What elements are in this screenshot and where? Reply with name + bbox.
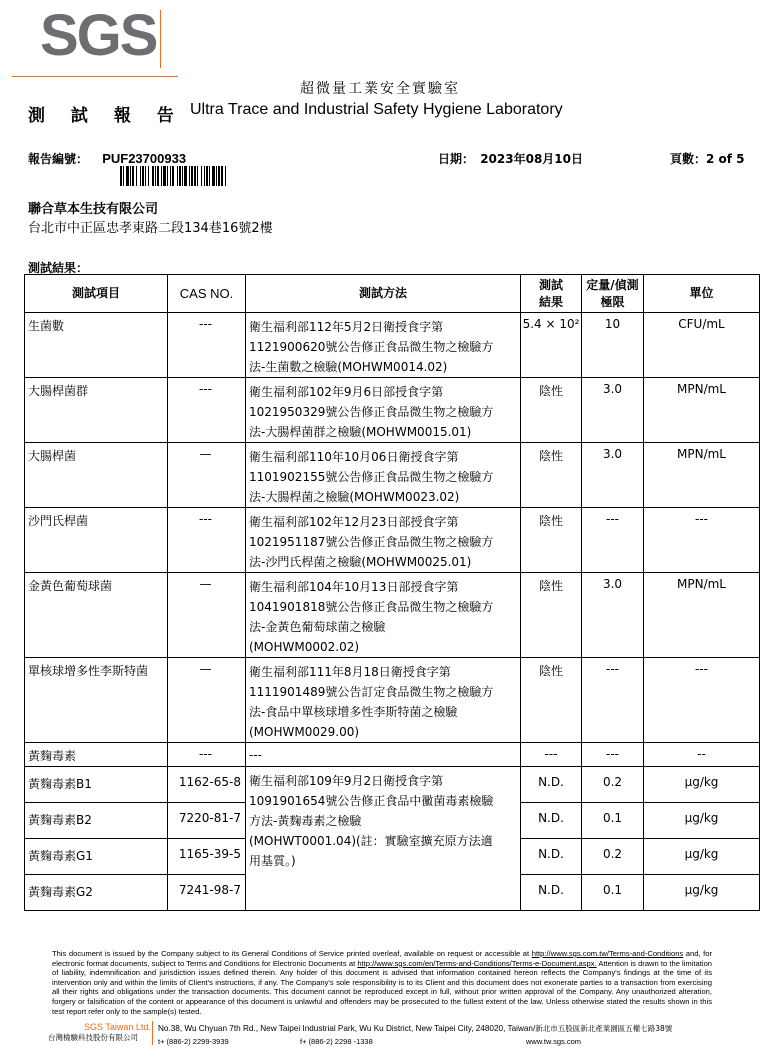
test-result: 陰性: [521, 508, 582, 573]
footer-website: www.tw.sgs.com: [526, 1037, 582, 1046]
cas-number: 1165-39-5: [168, 839, 246, 875]
test-item: 黃麴毒素G2: [25, 875, 168, 911]
test-item: 黃麴毒素: [25, 743, 168, 767]
method-line: 衛生福利部102年9月6日部授食字第: [249, 385, 444, 399]
report-number-label: 報告編號：: [28, 152, 89, 166]
unit-value: MPN/mL: [644, 443, 760, 508]
header-loq-l2: 極限: [600, 294, 625, 309]
test-item: 生菌數: [25, 313, 168, 378]
method-line: 衛生福利部111年8月18日衛授食字第: [249, 665, 451, 679]
table-row: [25, 743, 760, 767]
test-item: 金黃色葡萄球菌: [25, 573, 168, 658]
cas-number: ---: [168, 378, 246, 443]
footer-fax: f+ (886-2) 2298 -1338: [300, 1037, 373, 1046]
loq-value: 0.2: [582, 839, 644, 875]
method-line: 方法-黃麴毒素之檢驗: [249, 814, 362, 828]
method-line: 法-食品中單核球增多性李斯特菌之檢驗: [249, 705, 458, 719]
cas-number: —: [168, 443, 246, 508]
method-line: 法-沙門氏桿菌之檢驗(MOHWM0025.01): [249, 555, 472, 569]
method-line: 法-生菌數之檢驗(MOHWM0014.02): [249, 360, 448, 374]
method-line: (MOHWM0029.00): [249, 725, 360, 739]
method-line: 法-大腸桿菌群之檢驗(MOHWM0015.01): [249, 425, 472, 439]
barcode: [120, 166, 265, 186]
loq-value: 3.0: [582, 573, 644, 658]
method-line: 1091901654號公告修正食品中黴菌毒素檢驗: [249, 794, 494, 808]
cas-number: ---: [168, 508, 246, 573]
client-address: 台北市中正區忠孝東路二段134巷16號2樓: [28, 221, 273, 236]
unit-value: CFU/mL: [644, 313, 760, 378]
loq-value: ---: [582, 743, 644, 767]
method-line: 1111901489號公告訂定食品微生物之檢驗方: [249, 685, 494, 699]
test-method: [246, 573, 521, 658]
footer-company-en: SGS Taiwan Ltd.: [84, 1022, 151, 1032]
disclaimer-text: Attention is drawn to the limitation of liability, indemnification and jurisdiction issues defined therein. Any holder of this document is advised that information contained hereon reflects the Company's findings at the time of its intervention only and within the limits of Client's instructions, if any. The Company's sole responsibility is to its Client and this document does not exonerate parties to a transaction from exercising all their rights and obligations under the transaction documents. This document cannot be reproduced except in full, without prior written approval of the Company. Any unauthorized alteration, forgery or falsification of the content or appearance of this document is unlawful and offenders may be prosecuted to the fullest extent of the law. Unless otherwise stated the results shown in this test report refer only to the sample(s) tested.: [52, 958, 713, 1016]
header-method: 測試方法: [246, 275, 521, 313]
test-method: [246, 443, 521, 508]
test-result: N.D.: [521, 875, 582, 911]
test-method: ---: [246, 743, 521, 767]
footer-company-cn: 台灣檢驗科技股份有限公司: [48, 1033, 138, 1042]
method-line: 1041901818號公告修正食品微生物之檢驗方: [249, 600, 494, 614]
test-method: [246, 767, 521, 911]
test-item: 沙門氏桿菌: [25, 508, 168, 573]
table-row: [25, 443, 760, 508]
table-row: [25, 767, 760, 803]
sgs-logo: SGS: [40, 3, 157, 68]
header-result-l1: 測試: [538, 277, 563, 292]
cas-number: ---: [168, 313, 246, 378]
test-result: 陰性: [521, 378, 582, 443]
loq-value: 3.0: [582, 443, 644, 508]
method-line: 1021951187號公告修正食品微生物之檢驗方: [249, 535, 494, 549]
cas-number: —: [168, 658, 246, 743]
report-number-value: PUF23700933: [102, 151, 187, 166]
table-row: [25, 573, 760, 658]
loq-value: 0.2: [582, 767, 644, 803]
unit-value: μg/kg: [644, 839, 760, 875]
method-line: 法-大腸桿菌之檢驗(MOHWM0023.02): [249, 490, 460, 504]
barcode-bar: [226, 166, 227, 186]
lab-name-cn: 超微量工業安全實驗室: [300, 81, 460, 97]
header-result: [521, 275, 582, 313]
footer-address: [158, 1023, 672, 1034]
page-value: 2 of 5: [706, 152, 745, 166]
test-item: 大腸桿菌群: [25, 378, 168, 443]
cas-number: ---: [168, 743, 246, 767]
table-row: [25, 378, 760, 443]
e-document-terms-link[interactable]: http://www.sgs.com/en/Terms-and-Conditions/Terms-e-Document.aspx.: [357, 958, 597, 968]
test-item: 大腸桿菌: [25, 443, 168, 508]
unit-value: --: [644, 743, 760, 767]
test-result: 5.4 × 10²: [521, 313, 582, 378]
test-result: 陰性: [521, 573, 582, 658]
header-item: 測試項目: [25, 275, 168, 313]
method-line: (MOHWT0001.04)(註：實驗室擴充原方法適: [249, 834, 493, 848]
header-cas: CAS NO.: [168, 275, 246, 313]
page-label: 頁數：: [670, 152, 707, 166]
date-label: 日期：: [438, 152, 475, 166]
method-line: 衛生福利部109年9月2日衛授食字第: [249, 774, 444, 788]
header-loq: [582, 275, 644, 313]
test-item: 單核球增多性李斯特菌: [25, 658, 168, 743]
header-result-l2: 結果: [538, 294, 563, 309]
test-item: 黃麴毒素B2: [25, 803, 168, 839]
unit-value: MPN/mL: [644, 573, 760, 658]
date-value: 2023年08月10日: [480, 152, 584, 166]
test-method: [246, 658, 521, 743]
test-result: N.D.: [521, 803, 582, 839]
test-method: [246, 313, 521, 378]
terms-conditions-link[interactable]: http://www.sgs.com.tw/Terms-and-Conditions: [531, 949, 684, 958]
report-date: [438, 150, 583, 167]
method-line: (MOHWM0002.02): [249, 640, 360, 654]
test-result: N.D.: [521, 839, 582, 875]
footer-divider: [152, 1021, 153, 1045]
footer-telephone: t+ (886-2) 2299-3939: [158, 1037, 229, 1046]
lab-name-en: Ultra Trace and Industrial Safety Hygiene Laboratory: [190, 101, 563, 118]
loq-value: ---: [582, 658, 644, 743]
header-loq-l1: 定量/偵測: [586, 277, 639, 292]
client-company: 聯合草本生技有限公司: [28, 202, 159, 217]
loq-value: ---: [582, 508, 644, 573]
test-method: [246, 508, 521, 573]
method-line: 衛生福利部102年12月23日部授食字第: [249, 515, 459, 529]
method-line: 1121900620號公告修正食品微生物之檢驗方: [249, 340, 494, 354]
unit-value: MPN/mL: [644, 378, 760, 443]
unit-value: μg/kg: [644, 803, 760, 839]
table-row: [25, 658, 760, 743]
method-line: 衛生福利部104年10月13日部授食字第: [249, 580, 459, 594]
legal-disclaimer: [52, 949, 712, 1016]
table-header-row: [25, 275, 760, 313]
table-row: [25, 508, 760, 573]
logo-divider-vertical: [160, 10, 161, 68]
method-line: 用基質。): [249, 854, 296, 868]
unit-value: ---: [644, 508, 760, 573]
results-label: 測試結果：: [28, 261, 89, 275]
loq-value: 0.1: [582, 803, 644, 839]
unit-value: μg/kg: [644, 767, 760, 803]
report-number: [28, 150, 186, 167]
method-line: 1101902155號公告修正食品微生物之檢驗方: [249, 470, 494, 484]
header-unit: 單位: [644, 275, 760, 313]
test-result: 陰性: [521, 658, 582, 743]
table-row: [25, 313, 760, 378]
results-table: [24, 274, 760, 911]
test-item: 黃麴毒素B1: [25, 767, 168, 803]
footer-address-cn: 新北市五股區新北產業園區五權七路38號: [535, 1024, 673, 1033]
cas-number: 7241-98-7: [168, 875, 246, 911]
method-line: 衛生福利部110年10月06日衛授食字第: [249, 450, 459, 464]
footer-address-en: No.38, Wu Chyuan 7th Rd., New Taipei Industrial Park, Wu Ku District, New Taipei City, 248020, Taiwan/: [158, 1024, 536, 1033]
cas-number: —: [168, 573, 246, 658]
disclaimer-text: and, for electronic format documents, subject to Terms and Conditions for Electronic Documents at: [52, 949, 712, 968]
cas-number: 7220-81-7: [168, 803, 246, 839]
method-line: 法-金黃色葡萄球菌之檢驗: [249, 620, 386, 634]
test-result: 陰性: [521, 443, 582, 508]
method-line: 1021950329號公告修正食品微生物之檢驗方: [249, 405, 494, 419]
report-title: 測 試 報 告: [28, 106, 184, 126]
test-result: ---: [521, 743, 582, 767]
test-result: N.D.: [521, 767, 582, 803]
unit-value: μg/kg: [644, 875, 760, 911]
test-item: 黃麴毒素G1: [25, 839, 168, 875]
unit-value: ---: [644, 658, 760, 743]
loq-value: 0.1: [582, 875, 644, 911]
loq-value: 10: [582, 313, 644, 378]
loq-value: 3.0: [582, 378, 644, 443]
test-method: [246, 378, 521, 443]
disclaimer-text: This document is issued by the Company subject to its General Conditions of Service printed overleaf, available on request or accessible at: [52, 949, 532, 958]
cas-number: 1162-65-8: [168, 767, 246, 803]
method-line: 衛生福利部112年5月2日衛授食字第: [249, 320, 444, 334]
page-count: [670, 150, 745, 167]
logo-divider-horizontal: [12, 76, 178, 77]
